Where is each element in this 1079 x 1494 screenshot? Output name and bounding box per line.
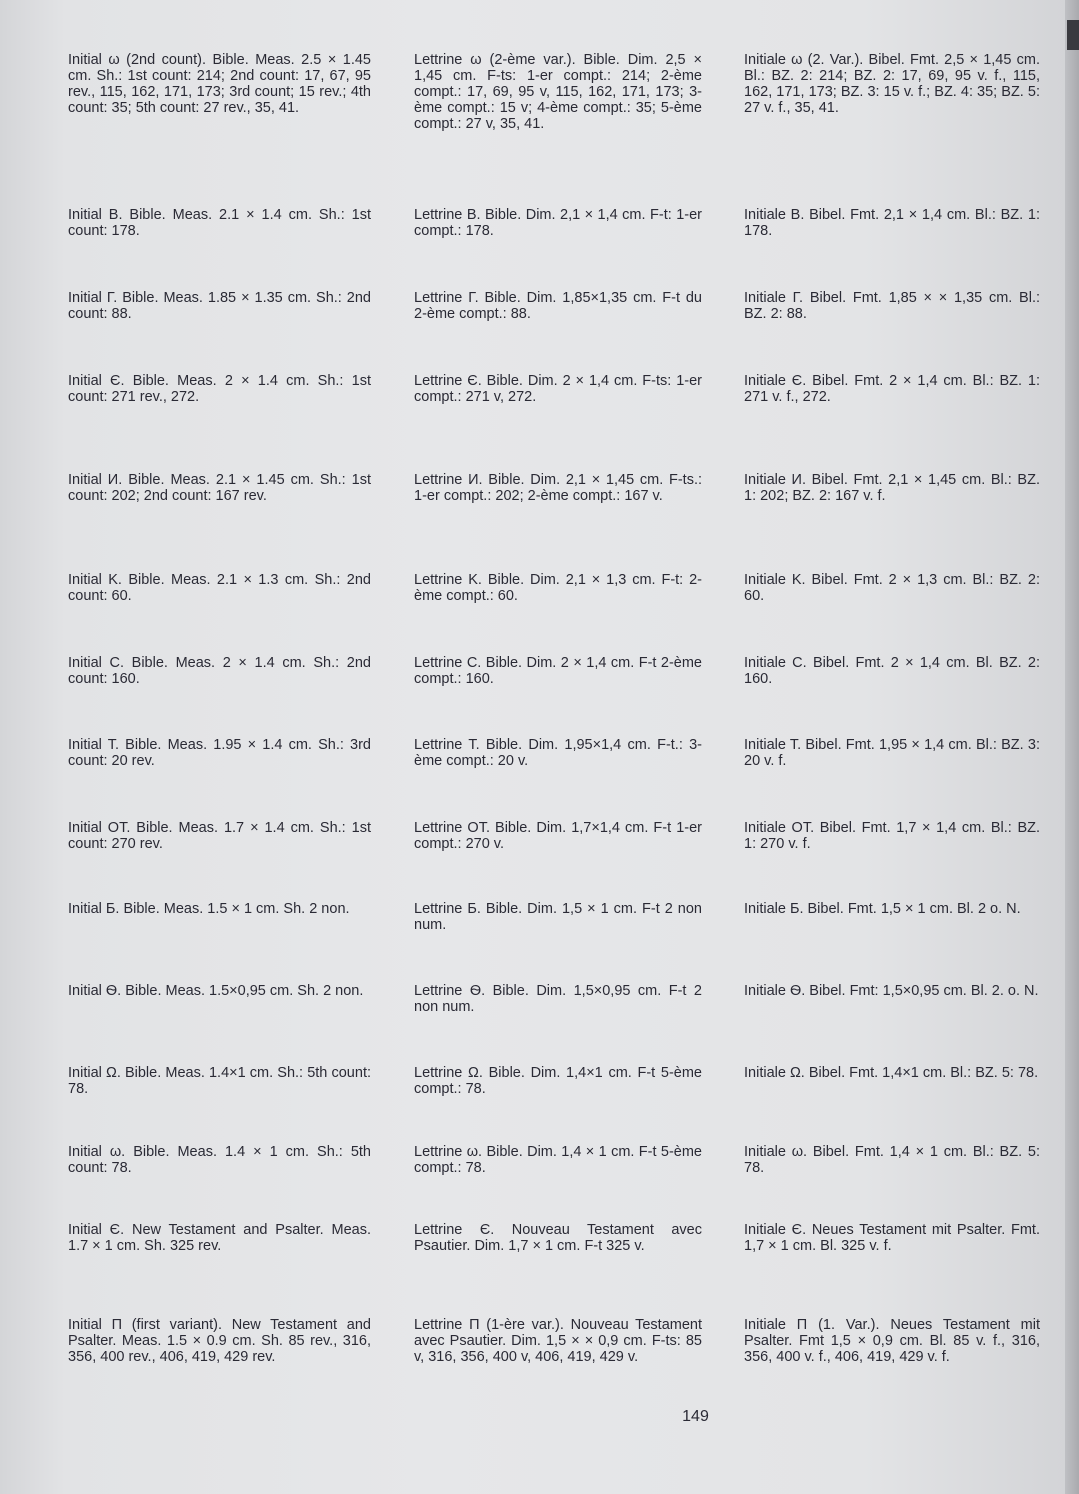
entry-english: Initial Γ. Bible. Meas. 1.85 × 1.35 cm. Sh.: 2nd count: 88. [68,290,371,322]
entry-english: Initial ω. Bible. Meas. 1.4 × 1 cm. Sh.: 5th count: 78. [68,1144,371,1176]
entry-french: Lettrine ω (2-ème var.). Bible. Dim. 2,5 × 1,45 cm. F-ts: 1-er compt.: 214; 2-ème compt.: 17, 69, 95 v, 115, 162, 171, 173; 3-ème compt.: 15 v; 4-ème compt.: 35; 5-ème compt.: 27 v, 35, 41. [414,52,702,132]
entry-french: Lettrine Ω. Bible. Dim. 1,4×1 cm. F-t 5-ème compt.: 78. [414,1065,702,1097]
entry-german: Initiale Ѳ. Bibel. Fmt: 1,5×0,95 cm. Bl. 2. o. N. [744,983,1039,999]
entry-german: Initiale C. Bibel. Fmt. 2 × 1,4 cm. Bl. BZ. 2: 160. [744,655,1040,687]
entry-english: Initial Б. Bible. Meas. 1.5 × 1 cm. Sh. 2 non. [68,901,350,917]
entry-french: Lettrine C. Bible. Dim. 2 × 1,4 cm. F-t 2-ème compt.: 160. [414,655,702,687]
entry-french: Lettrine Ѳ. Bible. Dim. 1,5×0,95 cm. F-t 2 non num. [414,983,702,1015]
entry-english: Initial Є. New Testament and Psalter. Meas. 1.7 × 1 cm. Sh. 325 rev. [68,1222,371,1254]
entry-english: Initial Є. Bible. Meas. 2 × 1.4 cm. Sh.: 1st count: 271 rev., 272. [68,373,371,405]
entry-english: Initial ω (2nd count). Bible. Meas. 2.5 × 1.45 cm. Sh.: 1st count: 214; 2nd count: 17, 67, 95 rev., 115, 162, 171, 173; 3rd count; 15 rev.; 4th count: 35; 5th count: 27 rev., 35, 41. [68,52,371,116]
entry-english: Initial C. Bible. Meas. 2 × 1.4 cm. Sh.: 2nd count: 160. [68,655,371,687]
entry-english: Initial Ω. Bible. Meas. 1.4×1 cm. Sh.: 5th count: 78. [68,1065,371,1097]
entry-french: Lettrine Γ. Bible. Dim. 1,85×1,35 cm. F-t du 2-ème compt.: 88. [414,290,702,322]
entry-french: Lettrine П (1-ère var.). Nouveau Testament avec Psautier. Dim. 1,5 × × 0,9 cm. F-ts: 85 v, 316, 356, 400 v, 406, 419, 429 v. [414,1317,702,1365]
entry-german: Initiale K. Bibel. Fmt. 2 × 1,3 cm. Bl.: BZ. 2: 60. [744,572,1040,604]
page-number [0,1408,1079,1426]
entry-french: Lettrine OT. Bible. Dim. 1,7×1,4 cm. F-t 1-er compt.: 270 v. [414,820,702,852]
entry-german: Initiale Ω. Bibel. Fmt. 1,4×1 cm. Bl.: BZ. 5: 78. [744,1065,1039,1081]
entry-french: Lettrine B. Bible. Dim. 2,1 × 1,4 cm. F-t: 1-er compt.: 178. [414,207,702,239]
entry-german: Initiale Є. Bibel. Fmt. 2 × 1,4 cm. Bl.: BZ. 1: 271 v. f., 272. [744,373,1040,405]
entry-english: Initial K. Bible. Meas. 2.1 × 1.3 cm. Sh.: 2nd count: 60. [68,572,371,604]
entry-english: Initial И. Bible. Meas. 2.1 × 1.45 cm. Sh.: 1st count: 202; 2nd count: 167 rev. [68,472,371,504]
entry-german: Initiale И. Bibel. Fmt. 2,1 × 1,45 cm. Bl.: BZ. 1: 202; BZ. 2: 167 v. f. [744,472,1040,504]
entry-german: Initiale OT. Bibel. Fmt. 1,7 × 1,4 cm. Bl.: BZ. 1: 270 v. f. [744,820,1040,852]
entry-french: Lettrine И. Bible. Dim. 2,1 × 1,45 cm. F-ts.: 1-er compt.: 202; 2-ème compt.: 167 v. [414,472,702,504]
page-number-text: 149 [682,1408,709,1425]
entry-french: Lettrine Є. Bible. Dim. 2 × 1,4 cm. F-ts: 1-er compt.: 271 v, 272. [414,373,702,405]
entry-german: Initiale ω (2. Var.). Bibel. Fmt. 2,5 × 1,45 cm. Bl.: BZ. 2: 214; BZ. 2: 17, 69, 95 v. f., 115, 162, 171, 173; BZ. 3: 15 v. f.; BZ. 4: 35; BZ. 5: 27 v. f., 35, 41. [744,52,1040,116]
entry-french: Lettrine K. Bible. Dim. 2,1 × 1,3 cm. F-t: 2-ème compt.: 60. [414,572,702,604]
entry-english: Initial T. Bible. Meas. 1.95 × 1.4 cm. Sh.: 3rd count: 20 rev. [68,737,371,769]
entry-german: Initiale B. Bibel. Fmt. 2,1 × 1,4 cm. Bl.: BZ. 1: 178. [744,207,1040,239]
entry-french: Lettrine Б. Bible. Dim. 1,5 × 1 cm. F-t 2 non num. [414,901,702,933]
entry-english: Initial Ѳ. Bible. Meas. 1.5×0,95 cm. Sh. 2 non. [68,983,364,999]
entry-german: Initiale П (1. Var.). Neues Testament mit Psalter. Fmt 1,5 × 0,9 cm. Bl. 85 v. f., 316, 356, 400 v. f., 406, 419, 429 v. f. [744,1317,1040,1365]
entry-french: Lettrine T. Bible. Dim. 1,95×1,4 cm. F-t.: 3-ème compt.: 20 v. [414,737,702,769]
entry-english: Initial B. Bible. Meas. 2.1 × 1.4 cm. Sh.: 1st count: 178. [68,207,371,239]
entry-german: Initiale Є. Neues Testament mit Psalter. Fmt. 1,7 × 1 cm. Bl. 325 v. f. [744,1222,1040,1254]
entry-german: Initiale Γ. Bibel. Fmt. 1,85 × × 1,35 cm. Bl.: BZ. 2: 88. [744,290,1040,322]
entry-english: Initial П (first variant). New Testament and Psalter. Meas. 1.5 × 0.9 cm. Sh. 85 rev., 316, 356, 400 rev., 406, 419, 429 rev. [68,1317,371,1365]
entry-french: Lettrine ω. Bible. Dim. 1,4 × 1 cm. F-t 5-ème compt.: 78. [414,1144,702,1176]
entry-english: Initial OT. Bible. Meas. 1.7 × 1.4 cm. Sh.: 1st count: 270 rev. [68,820,371,852]
page-edge [1065,0,1079,1494]
entry-french: Lettrine Є. Nouveau Testament avec Psautier. Dim. 1,7 × 1 cm. F-t 325 v. [414,1222,702,1254]
entry-german: Initiale ω. Bibel. Fmt. 1,4 × 1 cm. Bl.: BZ. 5: 78. [744,1144,1040,1176]
edge-mark [1067,20,1079,50]
entry-german: Initiale Б. Bibel. Fmt. 1,5 × 1 cm. Bl. 2 o. N. [744,901,1021,917]
entry-german: Initiale T. Bibel. Fmt. 1,95 × 1,4 cm. Bl.: BZ. 3: 20 v. f. [744,737,1040,769]
